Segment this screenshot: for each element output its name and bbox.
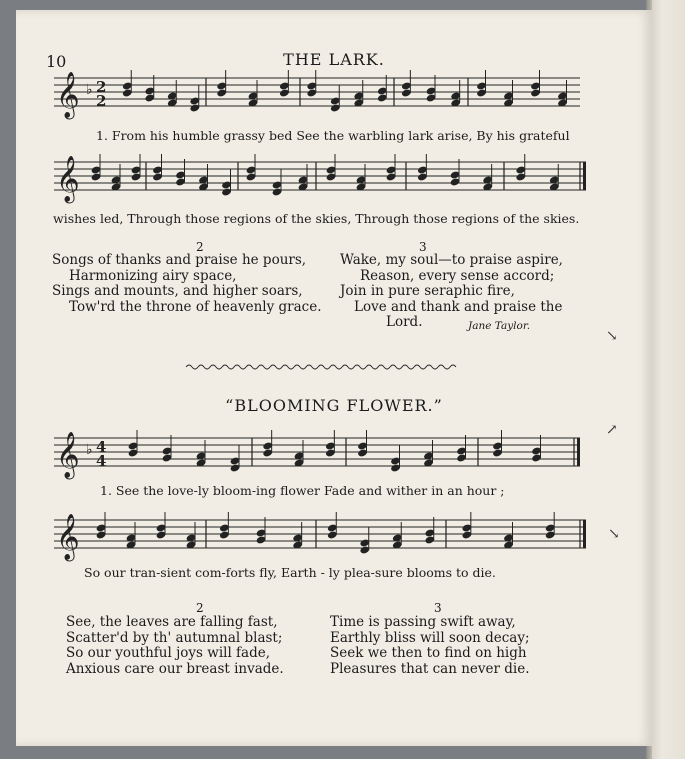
verse-line: Join in pure seraphic fire, (340, 283, 515, 299)
margin-mark: ↗ (606, 422, 618, 438)
time-signature: 2 (96, 92, 107, 110)
lark-lyrics-line-1: 1. From his humble grassy bed See the warbling lark arise, By his grateful (96, 128, 570, 143)
verse-line: Harmonizing airy space, (69, 267, 237, 284)
margin-mark: ↘ (606, 328, 618, 344)
verse-line: So our youthful joys will fade, (66, 645, 271, 661)
final-bar-line (583, 520, 586, 548)
flower-lyrics-line-1: 1. See the love-ly bloom-ing flower Fade and wither in an hour ; (100, 483, 505, 498)
treble-clef: 𝄞 (56, 156, 80, 202)
verse-line: Reason, every sense accord; (360, 267, 555, 284)
verse-line: Time is passing swift away, (330, 614, 516, 630)
flower-verse-2-number: 2 (196, 601, 204, 615)
final-bar-line (577, 438, 580, 466)
verse-line: Tow'rd the throne of heavenly grace. (69, 298, 322, 315)
final-bar-line (583, 162, 586, 190)
flat-sign: ♭ (86, 442, 93, 458)
lark-verse-2-number: 2 (196, 240, 204, 254)
lark-verse-3-number: 3 (419, 240, 427, 254)
book-page (16, 10, 652, 746)
lark-author: Jane Taylor. (468, 320, 531, 332)
lark-lyrics-line-2: wishes led, Through those regions of the skies, Through those regions of the skies. (53, 211, 580, 226)
verse-line: Sings and mounts, and higher soars, (52, 283, 303, 299)
verse-line: Earthly bliss will soon decay; (330, 629, 530, 646)
lark-verse-2 (52, 253, 322, 315)
margin-mark: ↘ (608, 526, 620, 542)
verse-line: Anxious care our breast invade. (66, 660, 284, 677)
verse-line: Seek we then to find on high (330, 645, 527, 661)
flower-verse-3 (330, 615, 530, 677)
verse-line: Lord. (386, 314, 423, 330)
verse-line: Pleasures that can never die. (330, 660, 530, 677)
next-page-edge (652, 0, 685, 759)
treble-clef: 𝄞 (56, 514, 80, 560)
verse-line: See, the leaves are falling fast, (66, 614, 278, 630)
lark-verse-3 (340, 253, 563, 331)
verse-line: Songs of thanks and praise he pours, (52, 252, 307, 268)
flat-sign: ♭ (86, 82, 93, 98)
verse-line: Love and thank and praise the (354, 298, 563, 315)
treble-clef: 𝄞 (56, 432, 80, 478)
treble-clef: 𝄞 (56, 72, 80, 118)
song-title-lark: THE LARK. (283, 50, 385, 69)
flower-lyrics-line-2: So our tran-sient com-forts fly, Earth - ly plea-sure blooms to die. (84, 565, 496, 580)
verse-line: Scatter'd by th' autumnal blast; (66, 629, 283, 646)
verse-line: Wake, my soul—to praise aspire, (340, 252, 563, 268)
flower-verse-2 (66, 615, 284, 677)
time-signature: 4 (96, 452, 107, 470)
time-signature: 4 (96, 438, 107, 456)
song-title-blooming-flower: “BLOOMING FLOWER.” (225, 396, 443, 415)
section-divider (186, 365, 456, 369)
flower-verse-3-number: 3 (434, 601, 442, 615)
time-signature: 2 (96, 78, 107, 96)
page-number: 10 (46, 52, 67, 71)
